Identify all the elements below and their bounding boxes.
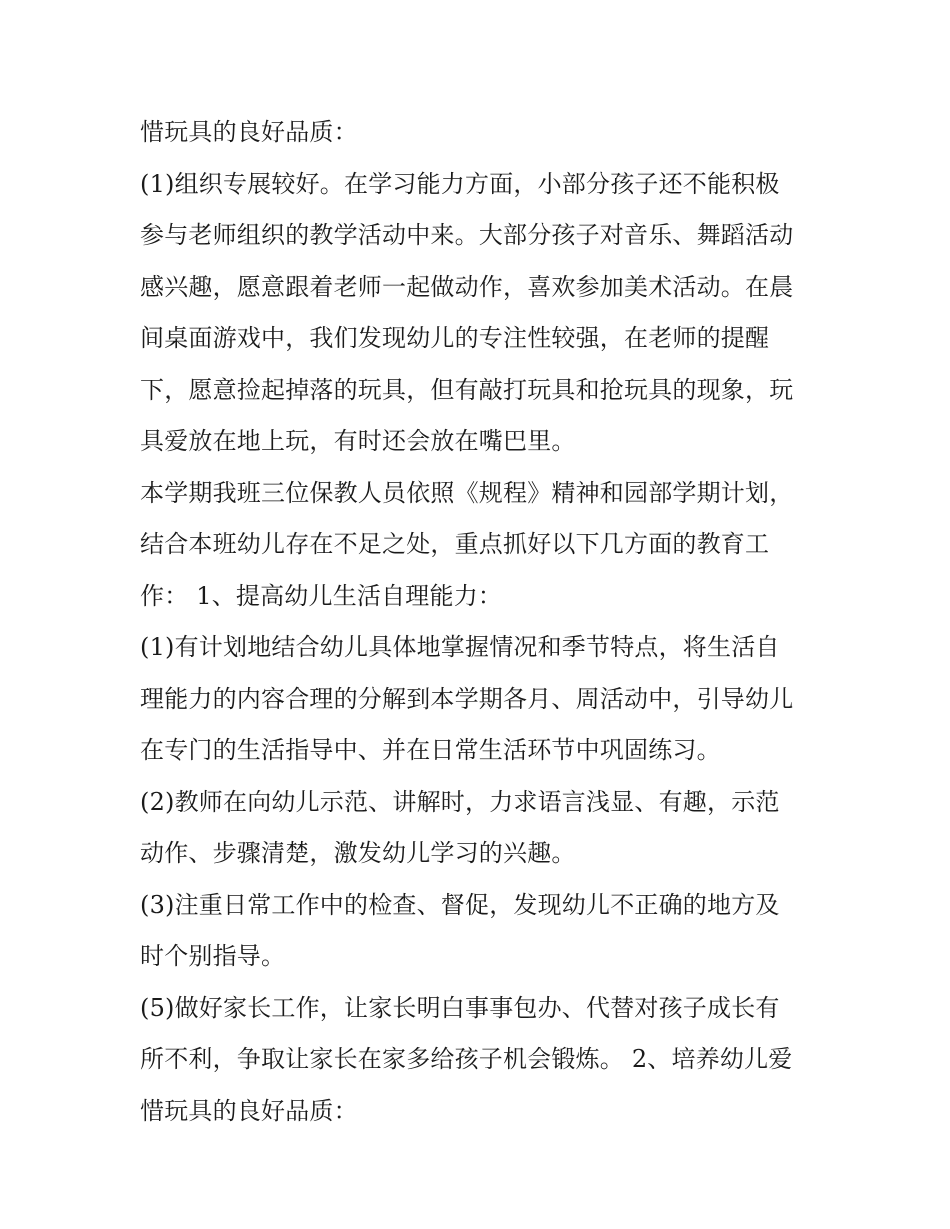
text-line: 具爱放在地上玩，有时还会放在嘴巴里。 — [140, 427, 576, 455]
text-line: (2)教师在向幼儿示范、讲解时，力求语言浅显、有趣，示范 — [140, 787, 780, 816]
document-body — [140, 107, 830, 1137]
text-line: 作： 1、提高幼儿生活自理能力： — [140, 581, 503, 610]
text-line: (1)组织专展较好。在学习能力方面，小部分孩子还不能积极 — [140, 169, 780, 198]
text-line: 时个别指导。 — [140, 942, 286, 970]
text-line: 感兴趣，愿意跟着老师一起做动作，喜欢参加美术活动。在晨 — [140, 272, 794, 301]
text-line: (3)注重日常工作中的检查、督促，发现幼儿不正确的地方及 — [140, 890, 780, 919]
text-line: 间桌面游戏中，我们发现幼儿的专注性较强，在老师的提醒 — [140, 324, 770, 352]
text-line: 本学期我班三位保教人员依照《规程》精神和园部学期计划， — [140, 478, 794, 507]
text-line: 理能力的内容合理的分解到本学期各月、周活动中，引导幼儿 — [140, 684, 794, 713]
text-line: 在专门的生活指导中、并在日常生活环节中巩固练习。 — [140, 736, 721, 764]
text-line: 惜玩具的良好品质： — [140, 118, 358, 146]
text-line: 动作、步骤清楚，激发幼儿学习的兴趣。 — [140, 839, 576, 867]
text-line: 参与老师组织的教学活动中来。大部分孩子对音乐、舞蹈活动 — [140, 221, 794, 249]
text-line: (5)做好家长工作，让家长明白事事包办、代替对孩子成长有 — [140, 993, 780, 1022]
text-line: 结合本班幼儿存在不足之处，重点抓好以下几方面的教育工 — [140, 530, 770, 558]
text-line: 所不利，争取让家长在家多给孩子机会锻炼。 2、培养幼儿爱 — [140, 1045, 793, 1073]
text-line: 惜玩具的良好品质： — [140, 1096, 358, 1125]
text-line: (1)有计划地结合幼儿具体地掌握情况和季节特点，将生活自 — [140, 633, 780, 661]
text-line: 下，愿意捡起掉落的玩具，但有敲打玩具和抢玩具的现象，玩 — [140, 375, 794, 404]
